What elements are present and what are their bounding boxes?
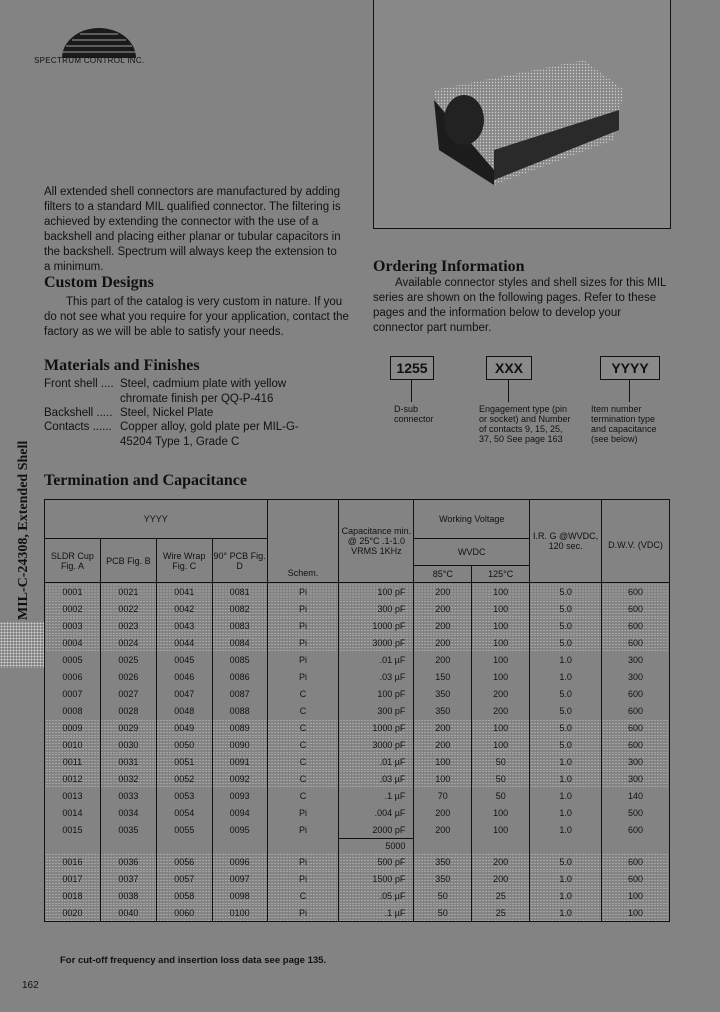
table-cell: 600 [602, 685, 670, 702]
table-cell: Pi [267, 668, 339, 685]
connector-line [508, 380, 509, 402]
table-cell: 0010 [45, 736, 101, 753]
table-cell: .1 µF [339, 787, 414, 804]
dwv-header: D.W.V. (VDC) [602, 500, 670, 583]
schem-header: Schem. [267, 500, 339, 583]
table-cell: 1.0 [530, 787, 602, 804]
table-cell: 0081 [212, 583, 267, 601]
table-cell: 1.0 [530, 651, 602, 668]
table-cell: 0006 [45, 668, 101, 685]
table-cell: 50 [472, 753, 530, 770]
table-cell: 1.0 [530, 770, 602, 787]
table-row [45, 634, 670, 651]
table-cell: 150 [414, 668, 472, 685]
table-cell: 0031 [100, 753, 156, 770]
note-engagement: Engagement type (pin or socket) and Number of contacts 9, 15, 25, 37, 50 See page 163 [479, 404, 571, 444]
table-cell: 0035 [100, 821, 156, 839]
table-cell: 200 [414, 583, 472, 601]
table-cell: 2000 pF [339, 821, 414, 839]
table-cell: 3000 pF [339, 736, 414, 753]
table-cell: 1.0 [530, 887, 602, 904]
pcb-header: PCB Fig. B [100, 539, 156, 583]
table-cell: 350 [414, 685, 472, 702]
capacitance-header: Capacitance min. @ 25°C .1-1.0 VRMS 1KHz [339, 500, 414, 583]
table-cell: 0085 [212, 651, 267, 668]
table-row [45, 870, 670, 887]
material-value-backshell: Steel, Nickel Plate [120, 407, 214, 419]
table-row [45, 651, 670, 668]
table-cell: 5.0 [530, 617, 602, 634]
table-cell: .004 µF [339, 804, 414, 821]
part-code-contacts: XXX [486, 356, 532, 380]
table-cell: 0040 [100, 904, 156, 922]
table-cell: 0009 [45, 719, 101, 736]
table-cell: 0092 [212, 770, 267, 787]
table-cell: 350 [414, 853, 472, 870]
table-cell: Pi [267, 821, 339, 839]
wvdc-header: WVDC [414, 539, 530, 566]
connector-line [411, 380, 412, 402]
table-cell: 200 [414, 634, 472, 651]
table-cell: Pi [267, 651, 339, 668]
material-value-front: Steel, cadmium plate with yellow chromate finish per QQ-P-416 [120, 378, 287, 405]
table-cell: 0053 [156, 787, 212, 804]
table-cell: 200 [472, 702, 530, 719]
table-cell: 200 [414, 821, 472, 839]
table-cell: 0095 [212, 821, 267, 839]
table-cell: 0041 [156, 583, 212, 601]
table-cell: 25 [472, 887, 530, 904]
table-cell: 300 [602, 753, 670, 770]
table-cell: 5000 [339, 839, 414, 854]
termination-heading: Termination and Capacitance [44, 472, 247, 489]
table-cell: 5.0 [530, 600, 602, 617]
table-body [45, 583, 670, 922]
table-cell: .05 µF [339, 887, 414, 904]
table-cell: 0020 [45, 904, 101, 922]
table-cell: 0055 [156, 821, 212, 839]
table-row [45, 668, 670, 685]
material-value-contacts: Copper alloy, gold plate per MIL-G-45204 Type 1, Grade C [120, 421, 299, 448]
table-cell: 0088 [212, 702, 267, 719]
v85-header: 85°C [414, 566, 472, 583]
table-cell: C [267, 736, 339, 753]
table-cell: 200 [414, 804, 472, 821]
table-cell: 600 [602, 702, 670, 719]
table-cell: 0094 [212, 804, 267, 821]
table-cell: 100 [472, 736, 530, 753]
table-row [45, 719, 670, 736]
table-cell: 0003 [45, 617, 101, 634]
table-row [45, 770, 670, 787]
table-cell: 100 pF [339, 685, 414, 702]
yyyy-header: YYYY [45, 500, 268, 539]
pcb90-header: 90° PCB Fig. D [212, 539, 267, 583]
intro-paragraph: All extended shell connectors are manufactured by adding filters to a standard MIL qualified connector. The filtering is achieved by extending the connector with the use of a backshell and placing either planar or tubular capacitors in the backshell. Spectrum will always keep the extension to a minimum. [44, 186, 341, 273]
table-cell: 500 [602, 804, 670, 821]
table-cell: 100 [472, 804, 530, 821]
table-cell: 5.0 [530, 702, 602, 719]
table-cell: 100 [472, 668, 530, 685]
table-cell: 600 [602, 617, 670, 634]
table-cell: 0007 [45, 685, 101, 702]
table-cell: 0021 [100, 583, 156, 601]
table-cell: 300 [602, 651, 670, 668]
table-cell: 1.0 [530, 804, 602, 821]
table-cell: 0030 [100, 736, 156, 753]
table-cell: 50 [472, 787, 530, 804]
footnote: For cut-off frequency and insertion loss data see page 135. [60, 955, 327, 966]
table-cell: 3000 pF [339, 634, 414, 651]
table-cell: 5.0 [530, 634, 602, 651]
table-cell: 200 [472, 870, 530, 887]
table-cell: 300 pF [339, 702, 414, 719]
table-cell: 200 [414, 736, 472, 753]
table-cell: 0046 [156, 668, 212, 685]
table-cell: 100 [602, 904, 670, 922]
table-cell: 350 [414, 702, 472, 719]
table-cell: 0090 [212, 736, 267, 753]
table-cell: C [267, 719, 339, 736]
table-cell: 600 [602, 821, 670, 839]
table-cell: 0029 [100, 719, 156, 736]
table-cell: .01 µF [339, 651, 414, 668]
table-cell: 0097 [212, 870, 267, 887]
table-cell: Pi [267, 870, 339, 887]
table-cell: 0096 [212, 853, 267, 870]
table-cell: 0022 [100, 600, 156, 617]
table-cell: 1.0 [530, 753, 602, 770]
table-cell: 0011 [45, 753, 101, 770]
sidebar-title: MIL-C-24308, Extended Shell [16, 440, 31, 620]
page-number: 162 [22, 980, 39, 991]
table-cell: 0012 [45, 770, 101, 787]
table-cell: 300 [602, 668, 670, 685]
ir-header: I.R. G @WVDC, 120 sec. [530, 500, 602, 583]
table-cell: 200 [414, 600, 472, 617]
table-row [45, 887, 670, 904]
table-cell: 0036 [100, 853, 156, 870]
table-cell: 0042 [156, 600, 212, 617]
table-cell: 0032 [100, 770, 156, 787]
table-cell: 140 [602, 787, 670, 804]
table-cell: 0087 [212, 685, 267, 702]
table-row [45, 804, 670, 821]
table-cell: 0028 [100, 702, 156, 719]
note-dsub: D-sub connector [394, 404, 434, 424]
wire-wrap-header: Wire Wrap Fig. C [156, 539, 212, 583]
table-cell: 0098 [212, 887, 267, 904]
table-cell: 100 pF [339, 583, 414, 601]
table-cell: 350 [414, 870, 472, 887]
table-cell: 70 [414, 787, 472, 804]
table-cell: 0089 [212, 719, 267, 736]
table-cell: 100 [472, 617, 530, 634]
table-cell: 0048 [156, 702, 212, 719]
table-cell: 0083 [212, 617, 267, 634]
table-cell: 100 [472, 583, 530, 601]
table-cell: 25 [472, 904, 530, 922]
table-cell: C [267, 787, 339, 804]
table-cell: Pi [267, 617, 339, 634]
table-cell [602, 839, 670, 854]
table-cell: 0025 [100, 651, 156, 668]
table-cell [267, 839, 339, 854]
table-cell: 5.0 [530, 736, 602, 753]
table-row [45, 787, 670, 804]
table-cell: 1000 pF [339, 617, 414, 634]
table-cell: 0058 [156, 887, 212, 904]
ordering-heading: Ordering Information [373, 258, 525, 275]
table-cell [45, 839, 101, 854]
table-cell: 200 [414, 617, 472, 634]
table-cell: 0016 [45, 853, 101, 870]
table-cell: 0037 [100, 870, 156, 887]
custom-designs-text: This part of the catalog is very custom in nature. If you do not see what you require for your application, contact the factory as we will be able to satisfy your needs. [44, 296, 349, 338]
table-cell: 0057 [156, 870, 212, 887]
table-cell: 1500 pF [339, 870, 414, 887]
table-cell: 50 [472, 770, 530, 787]
table-row [45, 600, 670, 617]
table-cell: 200 [472, 685, 530, 702]
part-code-item: YYYY [600, 356, 660, 380]
table-cell [414, 839, 472, 854]
table-cell: 0033 [100, 787, 156, 804]
table-cell: 300 [602, 770, 670, 787]
table-cell: 0001 [45, 583, 101, 601]
table-cell: 0100 [212, 904, 267, 922]
table-cell: 1.0 [530, 821, 602, 839]
table-cell: 5.0 [530, 583, 602, 601]
table-cell: .03 µF [339, 668, 414, 685]
table-cell: 100 [414, 770, 472, 787]
table-row [45, 685, 670, 702]
table-cell: 0017 [45, 870, 101, 887]
table-cell: C [267, 753, 339, 770]
table-cell: 100 [472, 719, 530, 736]
table-cell [100, 839, 156, 854]
table-cell: Pi [267, 600, 339, 617]
table-row [45, 583, 670, 601]
table-cell: C [267, 702, 339, 719]
table-cell: 0054 [156, 804, 212, 821]
table-cell [472, 839, 530, 854]
table-cell: 0004 [45, 634, 101, 651]
table-row [45, 753, 670, 770]
table-cell: 5.0 [530, 685, 602, 702]
table-cell: 1.0 [530, 904, 602, 922]
table-cell: C [267, 770, 339, 787]
table-row [45, 821, 670, 839]
table-cell: 5.0 [530, 719, 602, 736]
table-cell: 1.0 [530, 870, 602, 887]
table-cell: Pi [267, 853, 339, 870]
table-row [45, 904, 670, 922]
table-row [45, 839, 670, 854]
table-cell: 600 [602, 853, 670, 870]
table-cell: 0044 [156, 634, 212, 651]
note-item: Item number termination type and capacitance (see below) [591, 404, 657, 444]
table-cell: 0015 [45, 821, 101, 839]
table-cell [212, 839, 267, 854]
table-cell: 0014 [45, 804, 101, 821]
connector-line [629, 380, 630, 402]
table-cell: 300 pF [339, 600, 414, 617]
table-cell: 600 [602, 870, 670, 887]
table-cell: 100 [414, 753, 472, 770]
table-cell: Pi [267, 904, 339, 922]
table-cell: 0091 [212, 753, 267, 770]
table-cell: 0093 [212, 787, 267, 804]
table-cell: 200 [472, 853, 530, 870]
table-cell: 0018 [45, 887, 101, 904]
table-cell: 0050 [156, 736, 212, 753]
table-cell: 100 [602, 887, 670, 904]
table-cell: 0056 [156, 853, 212, 870]
table-row [45, 736, 670, 753]
table-cell: 600 [602, 600, 670, 617]
material-label-backshell: Backshell ..... [44, 407, 113, 419]
material-label-contacts: Contacts ...... [44, 421, 112, 433]
table-cell: 100 [472, 821, 530, 839]
table-cell: .1 µF [339, 904, 414, 922]
table-cell: 5.0 [530, 853, 602, 870]
table-cell: 0024 [100, 634, 156, 651]
table-cell: 600 [602, 719, 670, 736]
table-row [45, 617, 670, 634]
decorative-dots [0, 622, 44, 668]
table-cell [530, 839, 602, 854]
table-cell: 0038 [100, 887, 156, 904]
table-row [45, 853, 670, 870]
table-cell: 0047 [156, 685, 212, 702]
v125-header: 125°C [472, 566, 530, 583]
table-cell: 0026 [100, 668, 156, 685]
table-cell: 0052 [156, 770, 212, 787]
termination-table [44, 499, 670, 922]
table-row [45, 702, 670, 719]
connector-image [374, 0, 670, 228]
table-cell: 600 [602, 736, 670, 753]
table-cell: 1000 pF [339, 719, 414, 736]
table-cell: 1.0 [530, 668, 602, 685]
table-cell: 100 [472, 651, 530, 668]
part-code-series: 1255 [390, 356, 434, 380]
table-cell: 100 [472, 600, 530, 617]
table-cell: 600 [602, 583, 670, 601]
table-cell: 600 [602, 634, 670, 651]
company-name: SPECTRUM CONTROL INC. [34, 56, 145, 65]
table-cell: 100 [472, 634, 530, 651]
table-cell: 0008 [45, 702, 101, 719]
table-cell: 0086 [212, 668, 267, 685]
custom-designs-heading: Custom Designs [44, 274, 154, 291]
sldr-header: SLDR Cup Fig. A [45, 539, 101, 583]
table-cell: 200 [414, 651, 472, 668]
table-cell: C [267, 685, 339, 702]
table-cell: .01 µF [339, 753, 414, 770]
table-cell: 50 [414, 887, 472, 904]
table-cell: .03 µF [339, 770, 414, 787]
table-cell: Pi [267, 804, 339, 821]
product-photo [373, 0, 671, 229]
table-cell: 0043 [156, 617, 212, 634]
materials-heading: Materials and Finishes [44, 357, 200, 374]
table-cell: 0051 [156, 753, 212, 770]
ordering-text: Available connector styles and shell sizes for this MIL series are shown on the following pages. Refer to these pages and the information below to develop your connector part number. [373, 277, 667, 334]
table-cell: 0060 [156, 904, 212, 922]
table-cell: 0084 [212, 634, 267, 651]
table-cell: 50 [414, 904, 472, 922]
table-cell: 0049 [156, 719, 212, 736]
table-cell: Pi [267, 634, 339, 651]
table-cell: 0045 [156, 651, 212, 668]
table-cell: 0013 [45, 787, 101, 804]
table-cell: C [267, 887, 339, 904]
table-cell: 0027 [100, 685, 156, 702]
working-voltage-header: Working Voltage [414, 500, 530, 539]
table-cell: 0034 [100, 804, 156, 821]
table-cell: 0005 [45, 651, 101, 668]
table-cell: 0023 [100, 617, 156, 634]
table-cell [156, 839, 212, 854]
table-cell: 0082 [212, 600, 267, 617]
table-cell: 500 pF [339, 853, 414, 870]
table-cell: 200 [414, 719, 472, 736]
material-label-front: Front shell .... [44, 378, 114, 390]
table-cell: 0002 [45, 600, 101, 617]
table-cell: Pi [267, 583, 339, 601]
